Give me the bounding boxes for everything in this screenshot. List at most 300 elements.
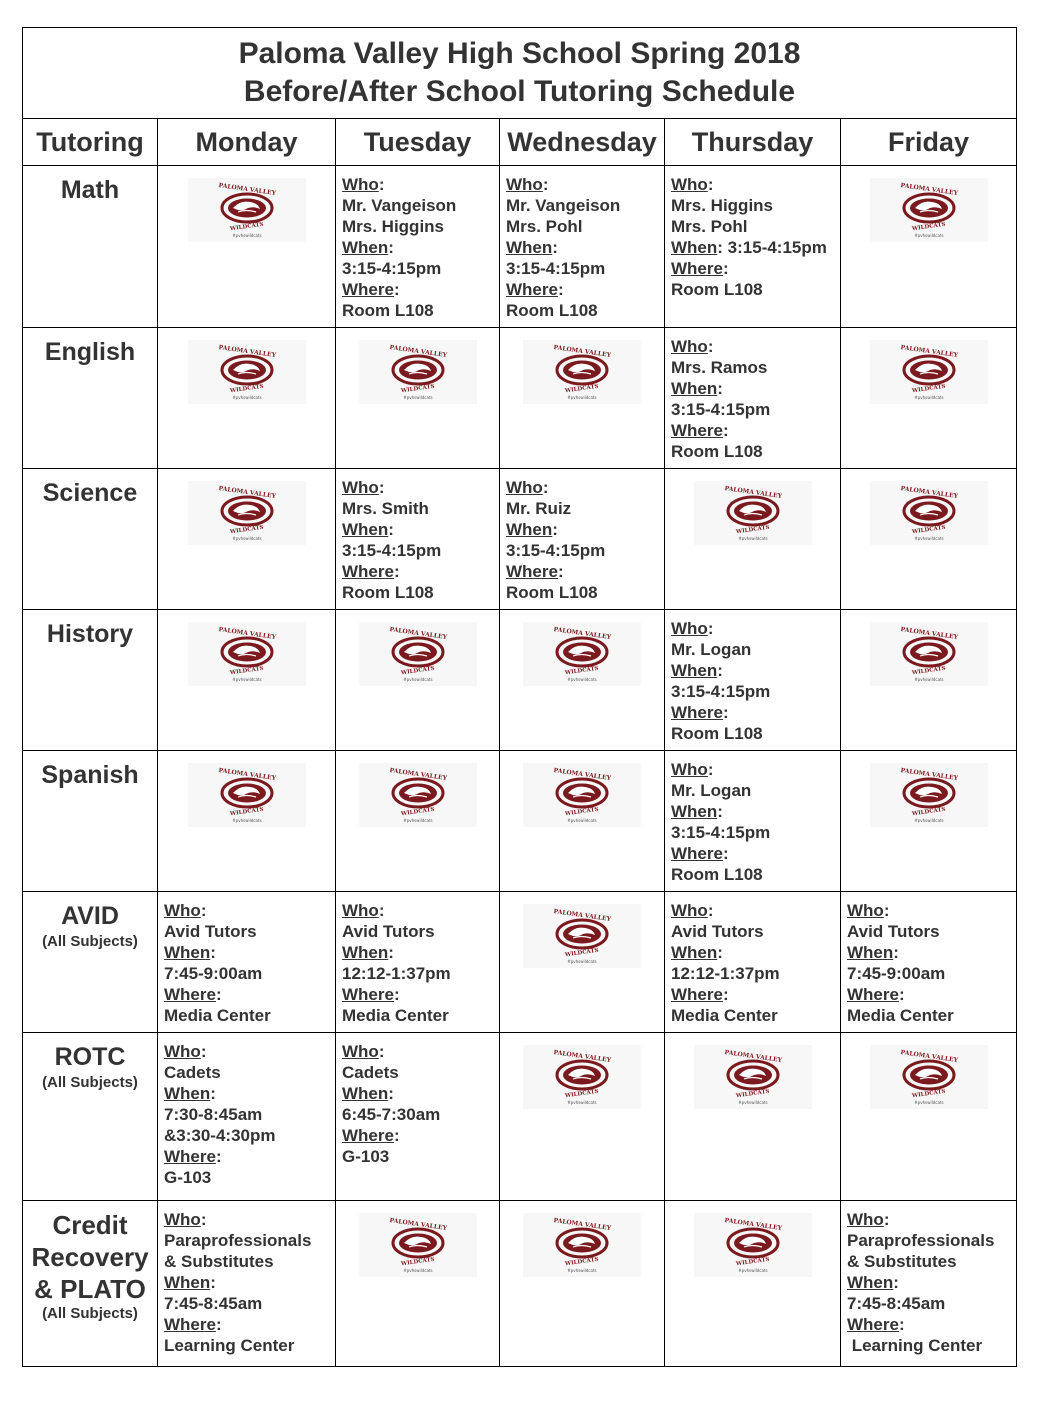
session-field-label: When [342, 1084, 389, 1103]
svg-text:#pvhswildcats: #pvhswildcats [913, 536, 944, 541]
session-line [342, 1083, 499, 1104]
session-line [671, 723, 840, 744]
svg-text:#pvhswildcats: #pvhswildcats [737, 536, 768, 541]
wildcats-logo-icon [523, 622, 641, 686]
svg-text:PALOMA VALLEY: PALOMA VALLEY [217, 767, 276, 782]
monday-no-tutoring-cell [158, 328, 336, 469]
session-field-value: Media Center [164, 1006, 271, 1025]
session-field-value: Learning Center [164, 1336, 295, 1355]
subject-cell [23, 328, 158, 469]
session-field-value: Room L108 [671, 724, 763, 743]
monday-no-tutoring-cell [158, 610, 336, 751]
header-friday: Friday [841, 119, 1017, 166]
session-line [847, 1272, 1016, 1293]
session-field-value: : [210, 1273, 216, 1292]
session-field-value: : [393, 280, 400, 299]
svg-text:PALOMA VALLEY: PALOMA VALLEY [388, 767, 447, 782]
thursday-session-cell [665, 892, 841, 1033]
session-field-label: Who [671, 901, 708, 920]
wildcats-logo-icon [523, 904, 641, 968]
subject-cell [23, 751, 158, 892]
monday-session-cell [158, 1033, 336, 1201]
session-line [342, 174, 499, 195]
session-field-value: Avid Tutors [164, 922, 257, 941]
session-field-label: Where [671, 985, 723, 1004]
session-field-label: Who [342, 478, 379, 497]
session-line [164, 900, 335, 921]
schedule-row [23, 751, 1017, 892]
subject-name: AVID [61, 902, 119, 930]
session-line [671, 174, 840, 195]
session-field-value: 3:15-4:15pm [671, 400, 771, 419]
monday-no-tutoring-cell [158, 469, 336, 610]
session-field-value: : [707, 337, 714, 356]
session-field-value: : [215, 1147, 222, 1166]
friday-no-tutoring-cell [841, 751, 1017, 892]
session-field-value: Room L108 [342, 301, 434, 320]
session-field-value: : [388, 943, 394, 962]
session-line [671, 921, 840, 942]
session-field-value: : [722, 259, 729, 278]
session-field-label: When [164, 1084, 211, 1103]
session-line [506, 258, 664, 279]
svg-text:PALOMA VALLEY: PALOMA VALLEY [723, 485, 782, 500]
tuesday-no-tutoring-cell [336, 751, 500, 892]
title-line-2: Before/After School Tutoring Schedule [243, 75, 796, 108]
svg-text:WILDCATS: WILDCATS [400, 1256, 435, 1268]
wildcats-logo-icon [188, 178, 306, 242]
session-line [671, 258, 840, 279]
wildcats-logo-icon [359, 1213, 477, 1277]
svg-text:PALOMA VALLEY: PALOMA VALLEY [217, 344, 276, 359]
session-field-value: 3:15-4:15pm [342, 541, 442, 560]
tuesday-no-tutoring-cell [336, 328, 500, 469]
session-field-value: : [717, 379, 723, 398]
session-line [342, 1146, 499, 1167]
session-field-value: Avid Tutors [671, 922, 764, 941]
friday-no-tutoring-cell [841, 166, 1017, 328]
header-wednesday: Wednesday [500, 119, 665, 166]
session-line [671, 759, 840, 780]
session-line [342, 540, 499, 561]
session-line [671, 681, 840, 702]
session-field-label: When [671, 802, 718, 821]
session-line [342, 963, 499, 984]
svg-text:#pvhswildcats: #pvhswildcats [737, 1268, 768, 1273]
session-field-value: : [388, 238, 394, 257]
session-line [671, 357, 840, 378]
session-line [847, 942, 1016, 963]
session-field-value: Mrs. Pohl [506, 217, 583, 236]
session-line [342, 561, 499, 582]
svg-text:#pvhswildcats: #pvhswildcats [231, 233, 262, 238]
session-line [164, 1104, 335, 1125]
friday-no-tutoring-cell [841, 328, 1017, 469]
session-field-label: Who [164, 901, 201, 920]
session-field-value: : [707, 619, 714, 638]
session-field-value: Avid Tutors [342, 922, 435, 941]
session-line [506, 279, 664, 300]
session-line [342, 258, 499, 279]
session-line [671, 864, 840, 885]
session-field-value: Learning Center [847, 1336, 983, 1355]
session-field-value: Room L108 [671, 442, 763, 461]
svg-text:PALOMA VALLEY: PALOMA VALLEY [723, 1217, 782, 1232]
wildcats-logo-icon [188, 481, 306, 545]
session-line [342, 1104, 499, 1125]
session-field-value: : [378, 478, 385, 497]
session-field-value: : [722, 421, 729, 440]
document-title [23, 28, 1017, 119]
wednesday-session-cell [500, 469, 665, 610]
svg-text:PALOMA VALLEY: PALOMA VALLEY [723, 1049, 782, 1064]
session-field-value: Room L108 [671, 280, 763, 299]
subject-name: History [46, 620, 134, 648]
wildcats-logo-icon [359, 763, 477, 827]
session-field-value: : [557, 562, 564, 581]
session-field-label: Where [847, 1315, 899, 1334]
session-field-value: 3:15-4:15pm [506, 259, 606, 278]
wildcats-logo-icon [870, 340, 988, 404]
schedule-row [23, 166, 1017, 328]
session-field-label: When [342, 520, 389, 539]
session-line [671, 336, 840, 357]
session-field-value: : [378, 175, 385, 194]
session-field-value: : [717, 802, 723, 821]
subject-name: Spanish [41, 761, 139, 789]
session-field-value: Paraprofessionals [847, 1231, 995, 1250]
session-line [342, 519, 499, 540]
session-field-label: When [847, 943, 894, 962]
friday-no-tutoring-cell [841, 610, 1017, 751]
svg-text:PALOMA VALLEY: PALOMA VALLEY [388, 344, 447, 359]
session-field-value: : [393, 562, 400, 581]
wildcats-logo-icon [359, 622, 477, 686]
session-field-value: Mrs. Ramos [671, 358, 768, 377]
friday-session-cell [841, 1201, 1017, 1367]
session-field-value: : [722, 844, 729, 863]
session-field-value: : [707, 760, 714, 779]
schedule-row [23, 469, 1017, 610]
session-field-value: 3:15-4:15pm [671, 682, 771, 701]
session-line [847, 963, 1016, 984]
session-field-label: Where [342, 280, 394, 299]
session-field-value: : [210, 1084, 216, 1103]
session-field-value: Room L108 [506, 583, 598, 602]
session-line [164, 963, 335, 984]
tuesday-session-cell [336, 892, 500, 1033]
tuesday-no-tutoring-cell [336, 1201, 500, 1367]
session-field-value: Mrs. Smith [342, 499, 429, 518]
session-line [164, 1314, 335, 1335]
thursday-no-tutoring-cell [665, 469, 841, 610]
session-line [342, 279, 499, 300]
session-line [671, 780, 840, 801]
session-field-label: Where [671, 844, 723, 863]
svg-text:#pvhswildcats: #pvhswildcats [913, 395, 944, 400]
session-line [164, 1209, 335, 1230]
session-line [847, 1314, 1016, 1335]
session-field-value: : [200, 1042, 207, 1061]
svg-text:#pvhswildcats: #pvhswildcats [737, 1100, 768, 1105]
session-line [506, 519, 664, 540]
session-field-value: : [898, 985, 905, 1004]
session-line [671, 618, 840, 639]
wildcats-logo-icon [870, 763, 988, 827]
svg-text:PALOMA VALLEY: PALOMA VALLEY [217, 626, 276, 641]
svg-text:WILDCATS: WILDCATS [564, 1256, 600, 1268]
session-line [342, 582, 499, 603]
tuesday-session-cell [336, 469, 500, 610]
session-field-value: : [542, 478, 549, 497]
svg-text:#pvhswildcats: #pvhswildcats [913, 1100, 944, 1105]
svg-text:PALOMA VALLEY: PALOMA VALLEY [553, 344, 612, 359]
session-field-value: : [542, 175, 549, 194]
subject-note: (All Subjects) [42, 1074, 138, 1091]
session-line [671, 237, 840, 258]
tuesday-no-tutoring-cell [336, 610, 500, 751]
wednesday-session-cell [500, 166, 665, 328]
session-field-label: Who [342, 901, 379, 920]
session-line [164, 1167, 335, 1188]
friday-no-tutoring-cell [841, 469, 1017, 610]
session-field-value: : [200, 901, 207, 920]
session-field-value: : [717, 661, 723, 680]
session-field-value: Cadets [342, 1063, 399, 1082]
session-field-label: Where [847, 985, 899, 1004]
session-field-label: Who [671, 337, 708, 356]
session-field-label: Who [342, 1042, 379, 1061]
tuesday-session-cell [336, 1033, 500, 1201]
session-field-value: Room L108 [671, 865, 763, 884]
subject-note: (All Subjects) [42, 1305, 138, 1322]
session-line [342, 1005, 499, 1026]
session-field-value: : [883, 1210, 890, 1229]
session-field-value: : [883, 901, 890, 920]
subject-name: Science [42, 479, 138, 507]
svg-text:PALOMA VALLEY: PALOMA VALLEY [553, 908, 612, 923]
session-line [671, 660, 840, 681]
session-field-label: When [342, 238, 389, 257]
wildcats-logo-icon [359, 340, 477, 404]
session-field-value: : [388, 520, 394, 539]
svg-text:WILDCATS: WILDCATS [564, 665, 600, 677]
svg-text:WILDCATS: WILDCATS [400, 665, 435, 677]
svg-text:WILDCATS: WILDCATS [229, 221, 264, 233]
session-field-label: When [671, 379, 718, 398]
svg-text:PALOMA VALLEY: PALOMA VALLEY [553, 1217, 612, 1232]
tutoring-schedule-table [22, 27, 1017, 1367]
session-field-value: Media Center [847, 1006, 954, 1025]
svg-text:PALOMA VALLEY: PALOMA VALLEY [553, 1049, 612, 1064]
svg-text:#pvhswildcats: #pvhswildcats [567, 1100, 597, 1105]
svg-text:WILDCATS: WILDCATS [911, 383, 946, 395]
wildcats-logo-icon [694, 1213, 812, 1277]
subject-name: Credit Recovery & PLATO [31, 1210, 149, 1304]
header-row [23, 119, 1017, 166]
session-field-label: Where [164, 985, 216, 1004]
session-line [506, 498, 664, 519]
svg-text:PALOMA VALLEY: PALOMA VALLEY [899, 1049, 958, 1064]
session-line [506, 561, 664, 582]
session-line [506, 300, 664, 321]
session-line [671, 441, 840, 462]
wednesday-no-tutoring-cell [500, 610, 665, 751]
session-field-value: : 3:15-4:15pm [717, 238, 827, 257]
session-line [164, 1125, 335, 1146]
session-field-value: 12:12-1:37pm [671, 964, 780, 983]
session-line [671, 195, 840, 216]
session-line [342, 477, 499, 498]
session-field-label: Where [342, 985, 394, 1004]
session-line [671, 900, 840, 921]
session-field-label: Who [342, 175, 379, 194]
svg-text:WILDCATS: WILDCATS [735, 524, 770, 536]
session-field-value: Avid Tutors [847, 922, 940, 941]
session-field-value: : [717, 943, 723, 962]
session-line [342, 216, 499, 237]
session-line [342, 300, 499, 321]
svg-text:#pvhswildcats: #pvhswildcats [402, 1268, 433, 1273]
wildcats-logo-icon [870, 178, 988, 242]
svg-text:PALOMA VALLEY: PALOMA VALLEY [899, 344, 958, 359]
thursday-no-tutoring-cell [665, 1033, 841, 1201]
session-field-value: : [215, 1315, 222, 1334]
svg-text:#pvhswildcats: #pvhswildcats [231, 536, 262, 541]
schedule-row [23, 610, 1017, 751]
session-field-value: Mrs. Higgins [342, 217, 445, 236]
session-field-value: : [215, 985, 222, 1004]
session-line [506, 582, 664, 603]
svg-text:WILDCATS: WILDCATS [229, 806, 264, 818]
session-field-label: Where [671, 259, 723, 278]
subject-name: Math [60, 176, 120, 204]
title-line-1: Paloma Valley High School Spring 2018 [238, 37, 801, 70]
wildcats-logo-icon [523, 340, 641, 404]
wildcats-logo-icon [523, 1045, 641, 1109]
session-field-value: Mrs. Pohl [671, 217, 748, 236]
session-line [671, 420, 840, 441]
session-field-label: Who [847, 901, 884, 920]
session-line [164, 942, 335, 963]
session-field-label: Where [164, 1147, 216, 1166]
schedule-row [23, 892, 1017, 1033]
thursday-no-tutoring-cell [665, 1201, 841, 1367]
session-field-label: Where [671, 421, 723, 440]
session-line [671, 1005, 840, 1026]
session-line [164, 1335, 335, 1356]
session-field-value: : [552, 520, 558, 539]
session-line [671, 702, 840, 723]
session-field-label: When [506, 520, 553, 539]
svg-text:WILDCATS: WILDCATS [911, 524, 946, 536]
session-field-value: Cadets [164, 1063, 221, 1082]
header-monday: Monday [158, 119, 336, 166]
session-field-value: : [210, 943, 216, 962]
friday-session-cell [841, 892, 1017, 1033]
session-line [342, 942, 499, 963]
svg-text:WILDCATS: WILDCATS [400, 806, 435, 818]
session-field-label: Who [164, 1042, 201, 1061]
svg-text:WILDCATS: WILDCATS [229, 383, 264, 395]
session-line [671, 279, 840, 300]
wildcats-logo-icon [188, 340, 306, 404]
svg-text:#pvhswildcats: #pvhswildcats [567, 1268, 597, 1273]
session-field-value: &3:30-4:30pm [164, 1126, 276, 1145]
session-line [847, 984, 1016, 1005]
session-field-value: Mr. Vangeison [506, 196, 621, 215]
session-line [506, 216, 664, 237]
session-line [342, 984, 499, 1005]
session-line [671, 399, 840, 420]
monday-session-cell [158, 1201, 336, 1367]
session-field-value: Paraprofessionals [164, 1231, 312, 1250]
svg-text:WILDCATS: WILDCATS [735, 1256, 770, 1268]
session-field-label: Who [671, 619, 708, 638]
session-line [342, 1125, 499, 1146]
session-line [342, 1041, 499, 1062]
session-line [671, 843, 840, 864]
session-field-value: 3:15-4:15pm [671, 823, 771, 842]
svg-text:#pvhswildcats: #pvhswildcats [231, 677, 262, 682]
svg-text:PALOMA VALLEY: PALOMA VALLEY [899, 626, 958, 641]
wildcats-logo-icon [188, 622, 306, 686]
svg-text:WILDCATS: WILDCATS [911, 665, 946, 677]
svg-text:WILDCATS: WILDCATS [229, 524, 264, 536]
svg-text:WILDCATS: WILDCATS [911, 806, 946, 818]
svg-text:WILDCATS: WILDCATS [735, 1088, 770, 1100]
session-line [164, 1230, 335, 1251]
session-field-value: 7:45-8:45am [164, 1294, 263, 1313]
session-field-label: Who [506, 175, 543, 194]
session-field-value: : [722, 703, 729, 722]
svg-text:WILDCATS: WILDCATS [911, 221, 946, 233]
session-field-value: 3:15-4:15pm [506, 541, 606, 560]
session-line [164, 1062, 335, 1083]
svg-text:PALOMA VALLEY: PALOMA VALLEY [217, 485, 276, 500]
session-field-value: & Substitutes [164, 1252, 274, 1271]
session-field-value: 7:45-8:45am [847, 1294, 946, 1313]
session-field-value: 7:30-8:45am [164, 1105, 263, 1124]
svg-text:WILDCATS: WILDCATS [911, 1088, 946, 1100]
session-field-label: Who [164, 1210, 201, 1229]
session-line [164, 1293, 335, 1314]
session-field-label: Who [671, 760, 708, 779]
subject-note: (All Subjects) [42, 933, 138, 950]
session-field-label: Where [506, 562, 558, 581]
wildcats-logo-icon [523, 763, 641, 827]
session-field-label: When [671, 238, 718, 257]
svg-text:#pvhswildcats: #pvhswildcats [402, 818, 433, 823]
thursday-session-cell [665, 328, 841, 469]
wednesday-no-tutoring-cell [500, 328, 665, 469]
svg-text:#pvhswildcats: #pvhswildcats [402, 395, 433, 400]
header-thursday: Thursday [665, 119, 841, 166]
svg-text:#pvhswildcats: #pvhswildcats [913, 233, 944, 238]
session-field-value: : [707, 175, 714, 194]
header-tutoring: Tutoring [23, 119, 158, 166]
session-field-value: 12:12-1:37pm [342, 964, 451, 983]
session-field-label: When [671, 661, 718, 680]
svg-text:PALOMA VALLEY: PALOMA VALLEY [899, 485, 958, 500]
schedule-row [23, 328, 1017, 469]
session-line [506, 540, 664, 561]
session-field-value: 6:45-7:30am [342, 1105, 441, 1124]
session-line [342, 900, 499, 921]
session-line [164, 984, 335, 1005]
session-line [342, 1062, 499, 1083]
session-line [847, 1251, 1016, 1272]
